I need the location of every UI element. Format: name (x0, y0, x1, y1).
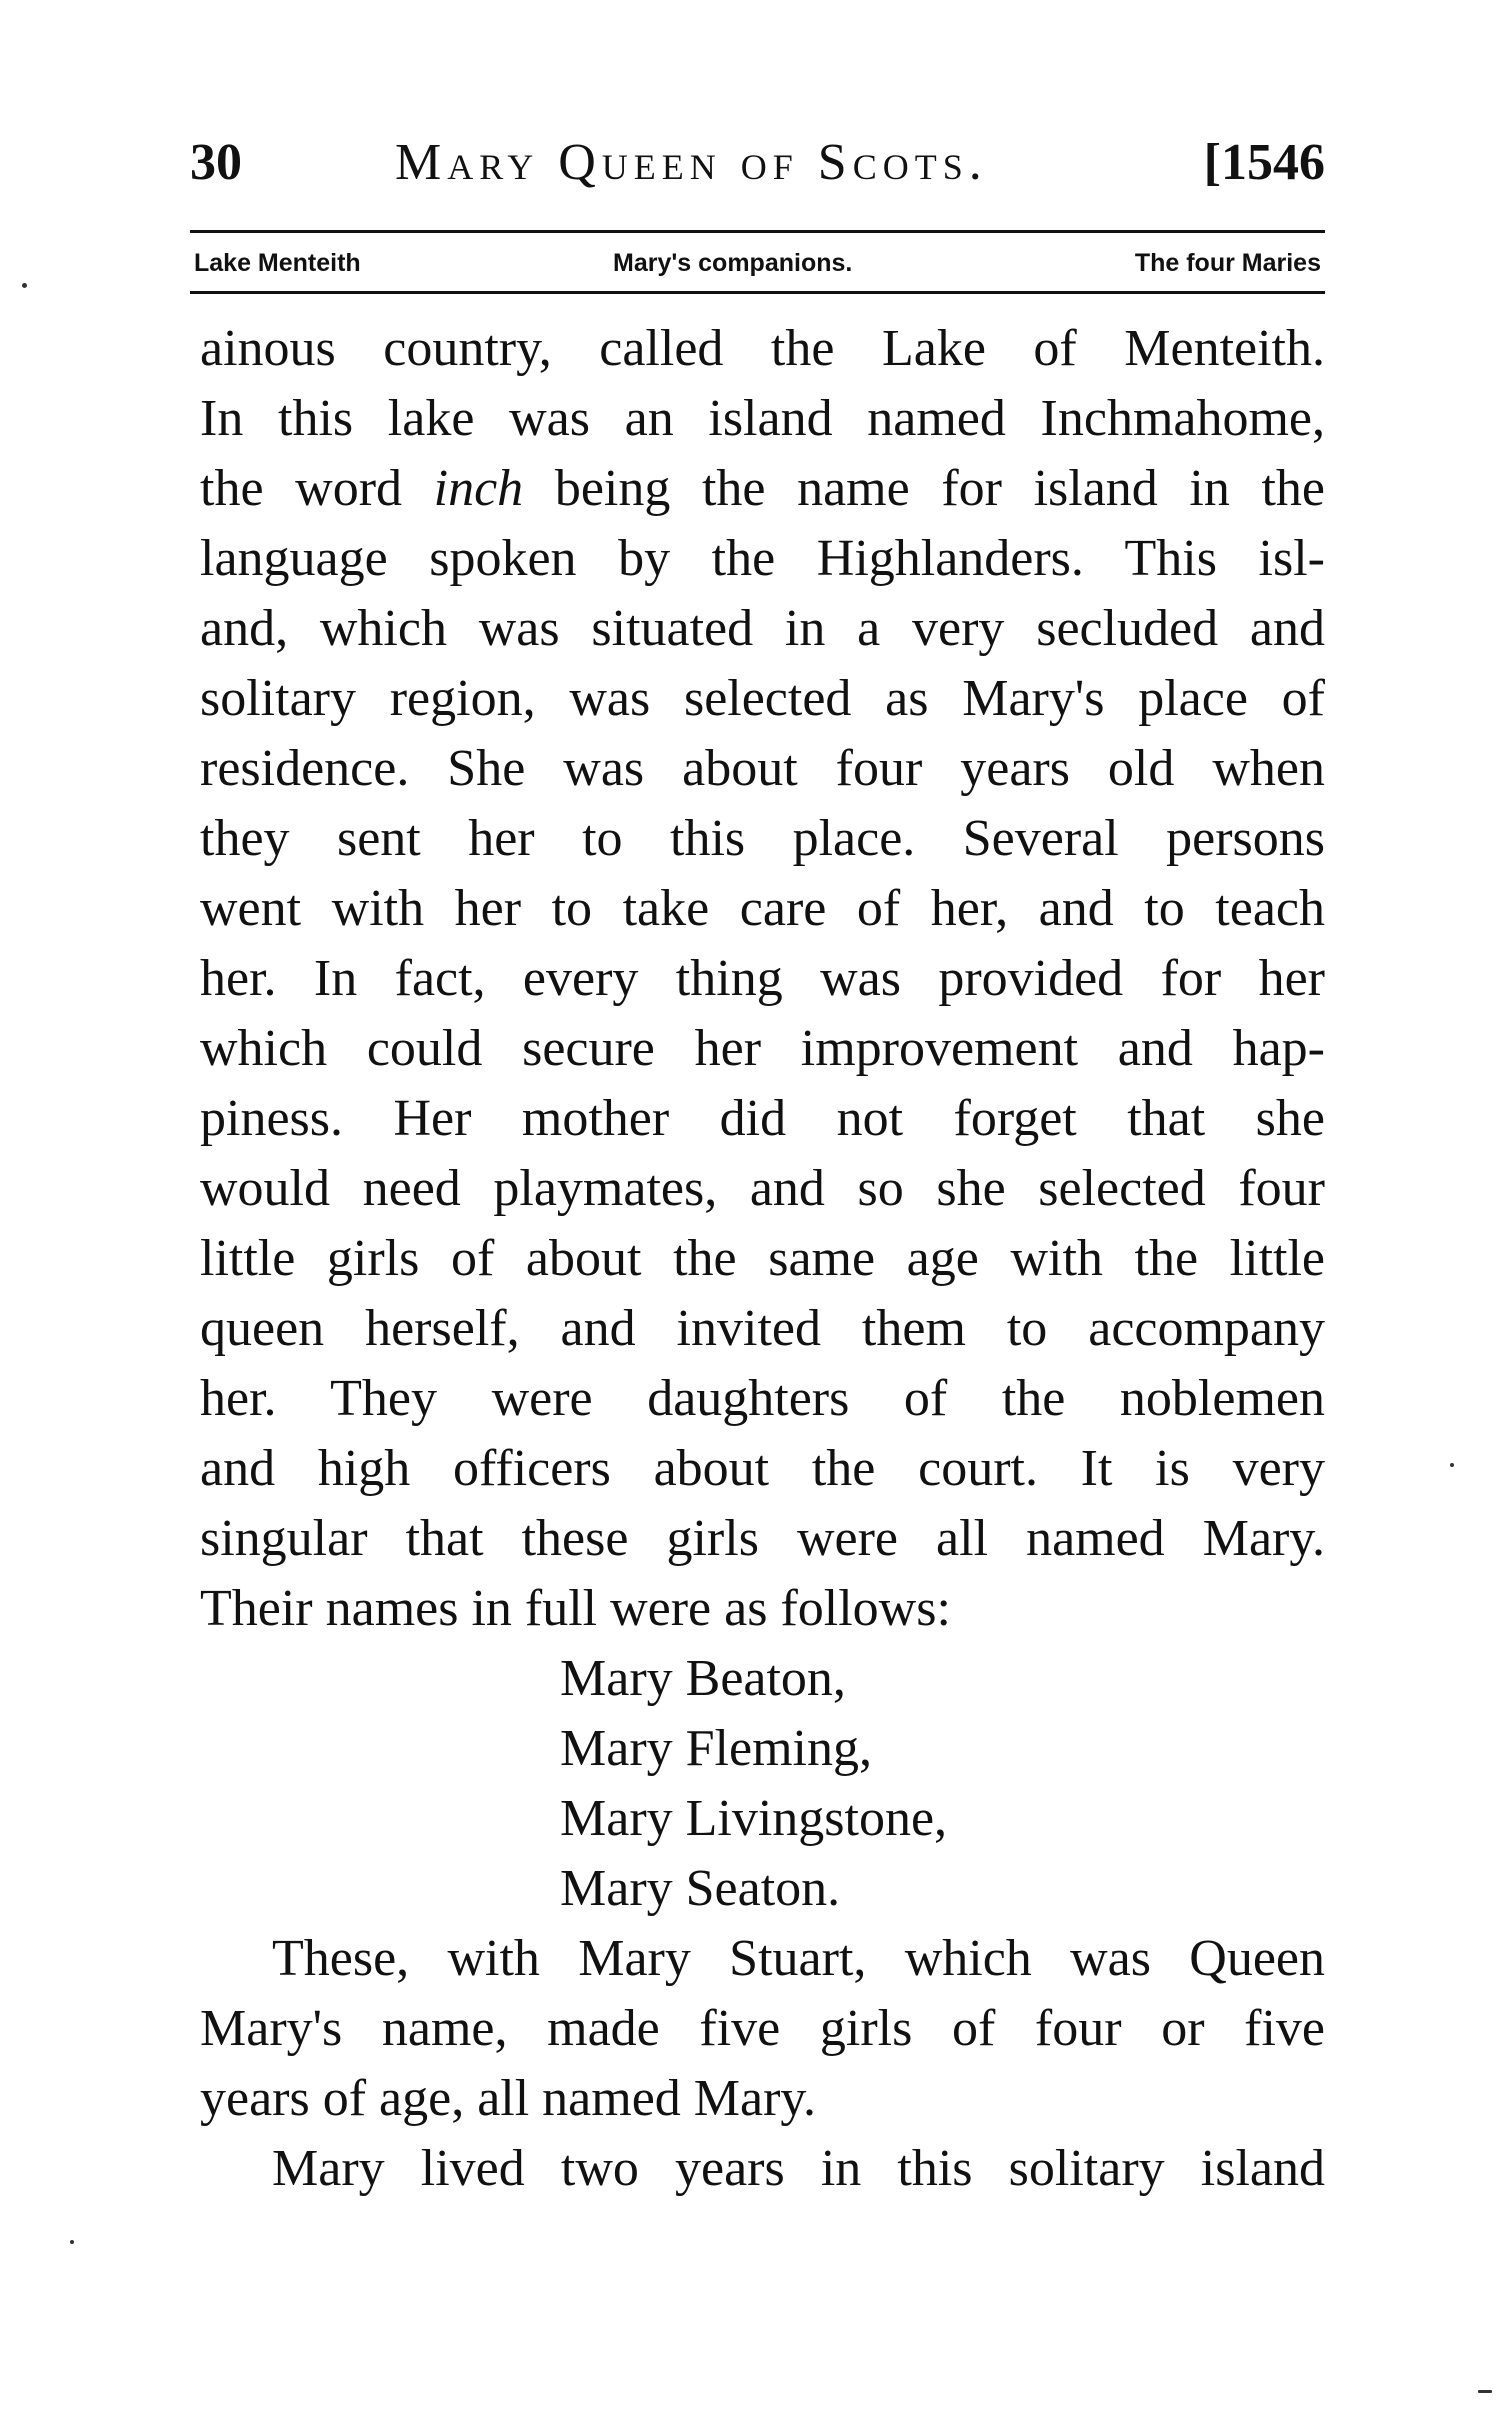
print-speck (22, 283, 27, 288)
text-line: her. In fact, every thing was provided for her (200, 950, 1325, 1007)
running-year: [1546 (1203, 134, 1325, 191)
text-line: they sent her to this place. Several persons (200, 810, 1325, 867)
header-rule-top (190, 230, 1325, 233)
list-item: Mary Beaton, (560, 1650, 846, 1707)
list-item: Mary Livingstone, (560, 1790, 948, 1847)
paragraph-five-marys (200, 1924, 1325, 2204)
text-line: singular that these girls were all named Mary. (200, 1510, 1325, 1567)
running-title: Mary Queen of Scots. (395, 134, 988, 191)
print-speck (70, 2240, 74, 2244)
list-item: Mary Seaton. (560, 1860, 841, 1917)
list-item: Mary Fleming, (560, 1720, 872, 1777)
running-head (190, 128, 1325, 198)
text-line (200, 454, 1325, 524)
paragraph-lake-menteith (200, 314, 1325, 1644)
text-line: and, which was situated in a very secluded and (200, 600, 1325, 657)
sidenote-row (190, 243, 1325, 283)
text-line: These, with Mary Stuart, which was Queen (272, 1930, 1325, 1987)
text-line: language spoken by the Highlanders. This isl- (200, 530, 1325, 587)
header-rule-bottom (190, 291, 1325, 294)
text-fragment: being the name for island in the (554, 460, 1326, 517)
sidenote-center: Mary's companions. (613, 249, 853, 277)
text-line: years of age, all named Mary. (200, 2070, 817, 2127)
text-line: her. They were daughters of the noblemen (200, 1370, 1325, 1427)
text-fragment: the word (200, 460, 403, 517)
print-speck (1478, 2390, 1492, 2393)
text-line: solitary region, was selected as Mary's place of (200, 670, 1325, 727)
text-line: ainous country, called the Lake of Menteith. (200, 320, 1325, 377)
print-speck (1450, 1463, 1454, 1467)
sidenote-right: The four Maries (1134, 249, 1321, 277)
text-line: would need playmates, and so she selected four (200, 1160, 1325, 1217)
italic-word: inch (433, 460, 524, 517)
text-line: Their names in full were as follows: (200, 1580, 951, 1637)
text-line: which could secure her improvement and hap- (200, 1020, 1325, 1077)
text-line: residence. She was about four years old when (200, 740, 1325, 797)
text-line: went with her to take care of her, and to teach (200, 880, 1325, 937)
text-line: little girls of about the same age with the little (200, 1230, 1325, 1287)
text-line: queen herself, and invited them to accompany (200, 1300, 1325, 1357)
text-line: and high officers about the court. It is very (200, 1440, 1325, 1497)
names-list (560, 1644, 947, 1924)
text-line: piness. Her mother did not forget that she (200, 1090, 1325, 1147)
sidenote-left: Lake Menteith (194, 249, 361, 277)
page-number: 30 (190, 134, 242, 191)
text-line: Mary's name, made five girls of four or five (200, 2000, 1325, 2057)
text-line: In this lake was an island named Inchmahome, (200, 390, 1325, 447)
text-line: Mary lived two years in this solitary island (272, 2140, 1325, 2197)
